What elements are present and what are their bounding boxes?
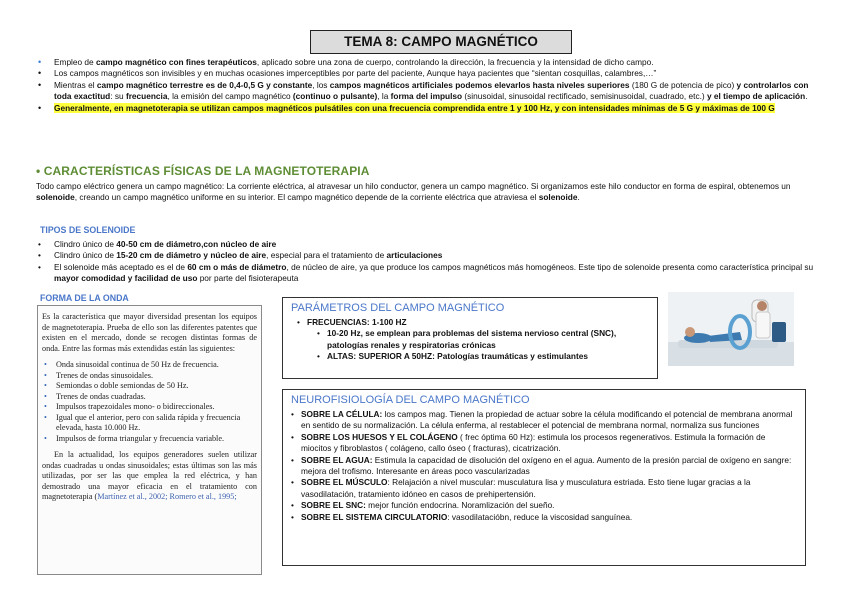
list-item: • SOBRE LOS HUESOS Y EL COLÁGENO ( frec óptima 60 Hz): estimula los procesos regenerativos. Estimula la formación de miocitos y fibroblastos ( colágeno, callo óseo ( fracturas), cicatrización. [291,432,797,455]
list-item: • Semiondas o doble semiondas de 50 Hz. [42,381,257,392]
waveform-scanned-text [37,305,262,575]
parametros-title: PARÁMETROS DEL CAMPO MAGNÉTICO [291,302,505,314]
list-item: • Igual que el anterior, pero con salida rápida y frecuencia elevada, hasta 10.000 Hz. [42,413,257,434]
caracteristicas-paragraph: Todo campo eléctrico genera un campo magnético: La corriente eléctrica, al atravesar un hilo conductor, genera un campo magnético. Si organizamos este hilo conductor en forma de espiral, obtenemos un solenoide, creando un campo magnético uniforme en su interior. El campo magnético depende de la corriente eléctrica que atraviesa el solenoide. [36,181,791,203]
photo-illustration [668,292,794,366]
neurofisiologia-list [291,409,797,523]
list-item: • Clindro único de 15-20 cm de diámetro y núcleo de aire, especial para el tratamiento de articulaciones [36,250,814,261]
neurofisiologia-title: NEUROFISIOLOGÍA DEL CAMPO MAGNÉTICO [291,394,530,406]
intro-item-highlighted: • Generalmente, en magnetoterapia se utilizan campos magnéticos pulsátiles con una frecuencia comprendida entre 1 y 100 Hz, y con intensidades mínimas de 5 G y máximas de 100 G [36,103,814,114]
waveform-list [42,360,257,444]
subsection-title-forma: FORMA DE LA ONDA [40,293,129,303]
intro-item: • Empleo de campo magnético con fines terapéuticos, aplicado sobre una zona de cuerpo, controlando la dirección, la frecuencia y la intensidad de dicho campo. [36,57,814,68]
list-item: • Impulsos trapezoidales mono- o bidireccionales. [42,402,257,413]
section-title-caracteristicas: • CARACTERÍSTICAS FÍSICAS DE LA MAGNETOTERAPIA [36,164,370,178]
solenoid-list [36,239,814,285]
list-item: • SOBRE LA CÉLULA: los campos mag. Tienen la propiedad de actuar sobre la célula modificando el potencial de membrana anormal en sentido de su normalización. La célula enferma, al restablecer el potencial de membrana normal, normaliza sus funciones [291,409,797,432]
list-item: • SOBRE EL SISTEMA CIRCULATORIO: vasodilatacióbn, reduce la viscosidad sanguínea. [291,512,797,523]
list-item: • SOBRE EL MÚSCULO: Relajación a nivel muscular: musculatura lisa y musculatura estriada. Esto tiene lugar gracias a la vasodilatación, tratamiento idóneo en casos de prehipertensión. [291,477,797,500]
neurofisiologia-box [282,389,806,566]
list-item: • 10-20 Hz, se emplean para problemas del sistema nervioso central (SNC), patologías renales y respiratorias crónicas [317,328,649,351]
intro-list [36,57,814,114]
parametros-box [282,297,658,379]
list-item: • FRECUENCIAS: 1-100 HZ • 10-20 Hz, se emplean para problemas del sistema nervioso central (SNC), patologías renales y respiratorias crónicas • ALTAS: SUPERIOR A 50HZ: Patologías traumáticas y estimulantes [297,317,649,363]
list-item: • Onda sinusoidal continua de 50 Hz de frecuencia. [42,360,257,371]
list-item: • SOBRE EL AGUA: Estimula la capacidad de disolución del oxígeno en el agua. Aumento de la presión parcial de oxígeno en sangre: mejora del trofismo. Interesante en áreas poco vascularizadas [291,455,797,478]
list-item: • SOBRE EL SNC: mejor función endocrina. Noramlización del sueño. [291,500,797,511]
list-item: • Trenes de ondas cuadradas. [42,392,257,403]
citation: Martínez et al., 2002; Romero et al., 1995; [97,492,237,501]
forma-paragraph-1: Es la característica que mayor diversidad presentan los equipos de magnetoterapia. Prueba de ello son las diferentes patentes que existen en el mercado, donde se recogen distintas formas de onda. Entre las formas más extendidas están las siguientes: [42,312,257,353]
subsection-title-tipos: TIPOS DE SOLENOIDE [40,225,136,235]
page-title: TEMA 8: CAMPO MAGNÉTICO [310,30,572,54]
intro-item: • Mientras el campo magnético terrestre es de 0,4-0,5 G y constante, los campos magnéticos artificiales podemos elevarlos hasta niveles superiores (180 G de potencia de pico) y controlarlos con toda exactitud: su frecuencia, la emisión del campo magnético (continuo o pulsante), la forma del impulso (sinusoidal, sinusoidal rectificado, semisinusoidal, cuadrado, etc.) y el tiempo de aplicación. [36,80,814,103]
list-item: • Trenes de ondas sinusoidales. [42,371,257,382]
list-item: • El solenoide más aceptado es el de 60 cm o más de diámetro, de núcleo de aire, ya que produce los campos magnéticos más homogéneos. Este tipo de solenoide presenta como característica principal su mayor comodidad y facilidad de uso por parte del fisioterapeuta [36,262,814,285]
list-item: • Clindro único de 40-50 cm de diámetro,con núcleo de aire [36,239,814,250]
list-item: • ALTAS: SUPERIOR A 50HZ: Patologías traumáticas y estimulantes [317,351,649,362]
forma-paragraph-2: En la actualidad, los equipos generadores suelen utilizar ondas cuadradas u ondas sinusoidales; estas últimas son las más utilizadas, por ser las que emplea la red eléctrica, y han demostrado una mayor eficacia en el tratamiento con magnetoterapia (Martínez et al., 2002; Romero et al., 1995; [42,450,257,501]
parametros-list [297,317,649,363]
intro-item: • Los campos magnéticos son invisibles y en muchas ocasiones imperceptibles por parte del paciente, Aunque haya pacientes que “sientan cosquillas, calambres,…” [36,68,814,79]
magnetotherapy-photo [668,292,794,366]
list-item: • Impulsos de forma triangular y frecuencia variable. [42,434,257,445]
